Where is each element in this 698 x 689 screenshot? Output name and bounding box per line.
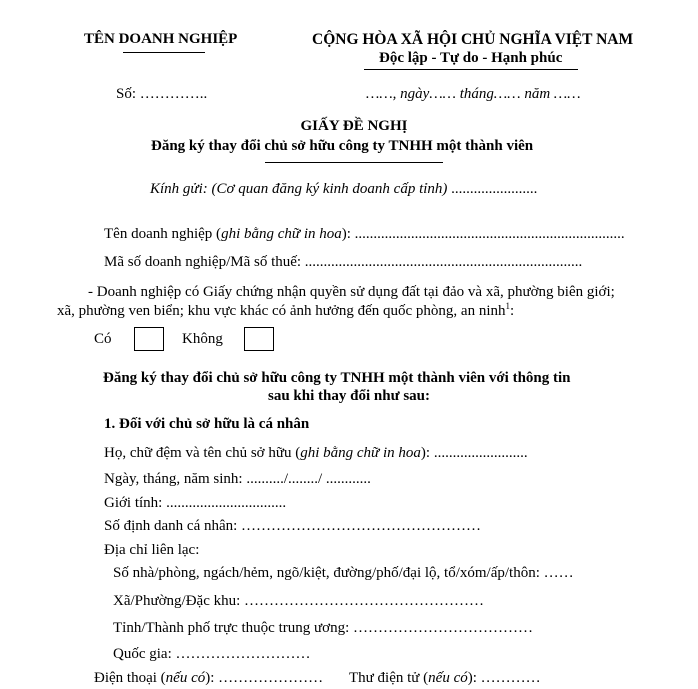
phone-hint: nếu có xyxy=(165,670,206,686)
title-underline xyxy=(265,162,443,163)
recipient-label: Kính gửi: xyxy=(150,181,212,197)
company-name-field xyxy=(104,226,625,243)
owner-name-label: Họ, chữ đệm và tên chủ sở hữu ( xyxy=(104,445,301,461)
street-field: Số nhà/phòng, ngách/hẻm, ngõ/kiệt, đường/phố/đại lộ, tổ/xóm/ấp/thôn: …… xyxy=(113,565,574,581)
email-field xyxy=(349,670,541,687)
document-subtitle: Đăng ký thay đổi chủ sở hữu công ty TNHH một thành viên xyxy=(151,138,534,154)
nation-title: CỘNG HÒA XÃ HỘI CHỦ NGHĨA VIỆT NAM xyxy=(312,31,634,48)
no-checkbox[interactable] xyxy=(244,327,274,351)
yes-label: Có xyxy=(94,331,112,347)
yes-checkbox[interactable] xyxy=(134,327,164,351)
dob-field: Ngày, tháng, năm sinh: ........../......../ ............ xyxy=(104,471,371,487)
land-certificate-colon: : xyxy=(510,303,515,319)
tax-code-field: Mã số doanh nghiệp/Mã số thuế: .......................................................................... xyxy=(104,254,583,270)
recipient-value: (Cơ quan đăng ký kinh doanh cấp tỉnh) xyxy=(211,181,448,197)
owner-name-hint: ghi bằng chữ in hoa xyxy=(300,445,421,461)
individual-heading: 1. Đối với chủ sở hữu là cá nhân xyxy=(104,416,310,432)
phone-dots: ): ………………… xyxy=(205,670,324,686)
gender-field: Giới tính: ................................ xyxy=(104,495,287,511)
footnote-marker: 1 xyxy=(505,301,510,311)
document-number: Số: ………….. xyxy=(116,86,208,102)
no-label: Không xyxy=(182,331,223,347)
company-underline xyxy=(123,52,205,53)
phone-label: Điện thoại ( xyxy=(94,670,166,686)
company-name-dots: ): ........................................................................ xyxy=(341,226,625,242)
land-certificate-text: xã, phường ven biển; khu vực khác có ảnh hưởng đến quốc phòng, an ninh xyxy=(57,303,506,319)
company-name-hint: ghi bằng chữ in hoa xyxy=(221,226,342,242)
land-certificate-line2 xyxy=(57,303,514,320)
email-label: Thư điện tử ( xyxy=(349,670,429,686)
email-dots: ): ………… xyxy=(467,670,541,686)
owner-name-dots: ): ......................... xyxy=(420,445,528,461)
section-heading-line1: Đăng ký thay đổi chủ sở hữu công ty TNHH một thành viên với thông tin xyxy=(103,370,571,386)
document-date: ……, ngày…… tháng…… năm …… xyxy=(366,86,581,102)
motto: Độc lập - Tự do - Hạnh phúc xyxy=(379,50,563,66)
company-name-label: Tên doanh nghiệp ( xyxy=(104,226,222,242)
company-name-header: TÊN DOANH NGHIỆP xyxy=(84,31,238,47)
land-certificate-line1: - Doanh nghiệp có Giấy chứng nhận quyền sử dụng đất tại đảo và xã, phường biên giới; xyxy=(88,284,615,300)
province-field: Tỉnh/Thành phố trực thuộc trung ương: ……………………………… xyxy=(113,620,533,636)
recipient-line xyxy=(150,181,537,198)
country-field: Quốc gia: ……………………… xyxy=(113,646,311,662)
id-number-field: Số định danh cá nhân: ………………………………………… xyxy=(104,518,482,534)
phone-field xyxy=(94,670,323,687)
ward-field: Xã/Phường/Đặc khu: ………………………………………… xyxy=(113,593,485,609)
address-label: Địa chỉ liên lạc: xyxy=(104,542,200,558)
section-heading-line2: sau khi thay đổi như sau: xyxy=(268,388,430,404)
email-hint: nếu có xyxy=(428,670,468,686)
motto-underline xyxy=(364,69,578,70)
document-title: GIẤY ĐỀ NGHỊ xyxy=(300,118,408,134)
owner-name-field xyxy=(104,445,528,462)
recipient-dots: ....................... xyxy=(447,181,538,197)
